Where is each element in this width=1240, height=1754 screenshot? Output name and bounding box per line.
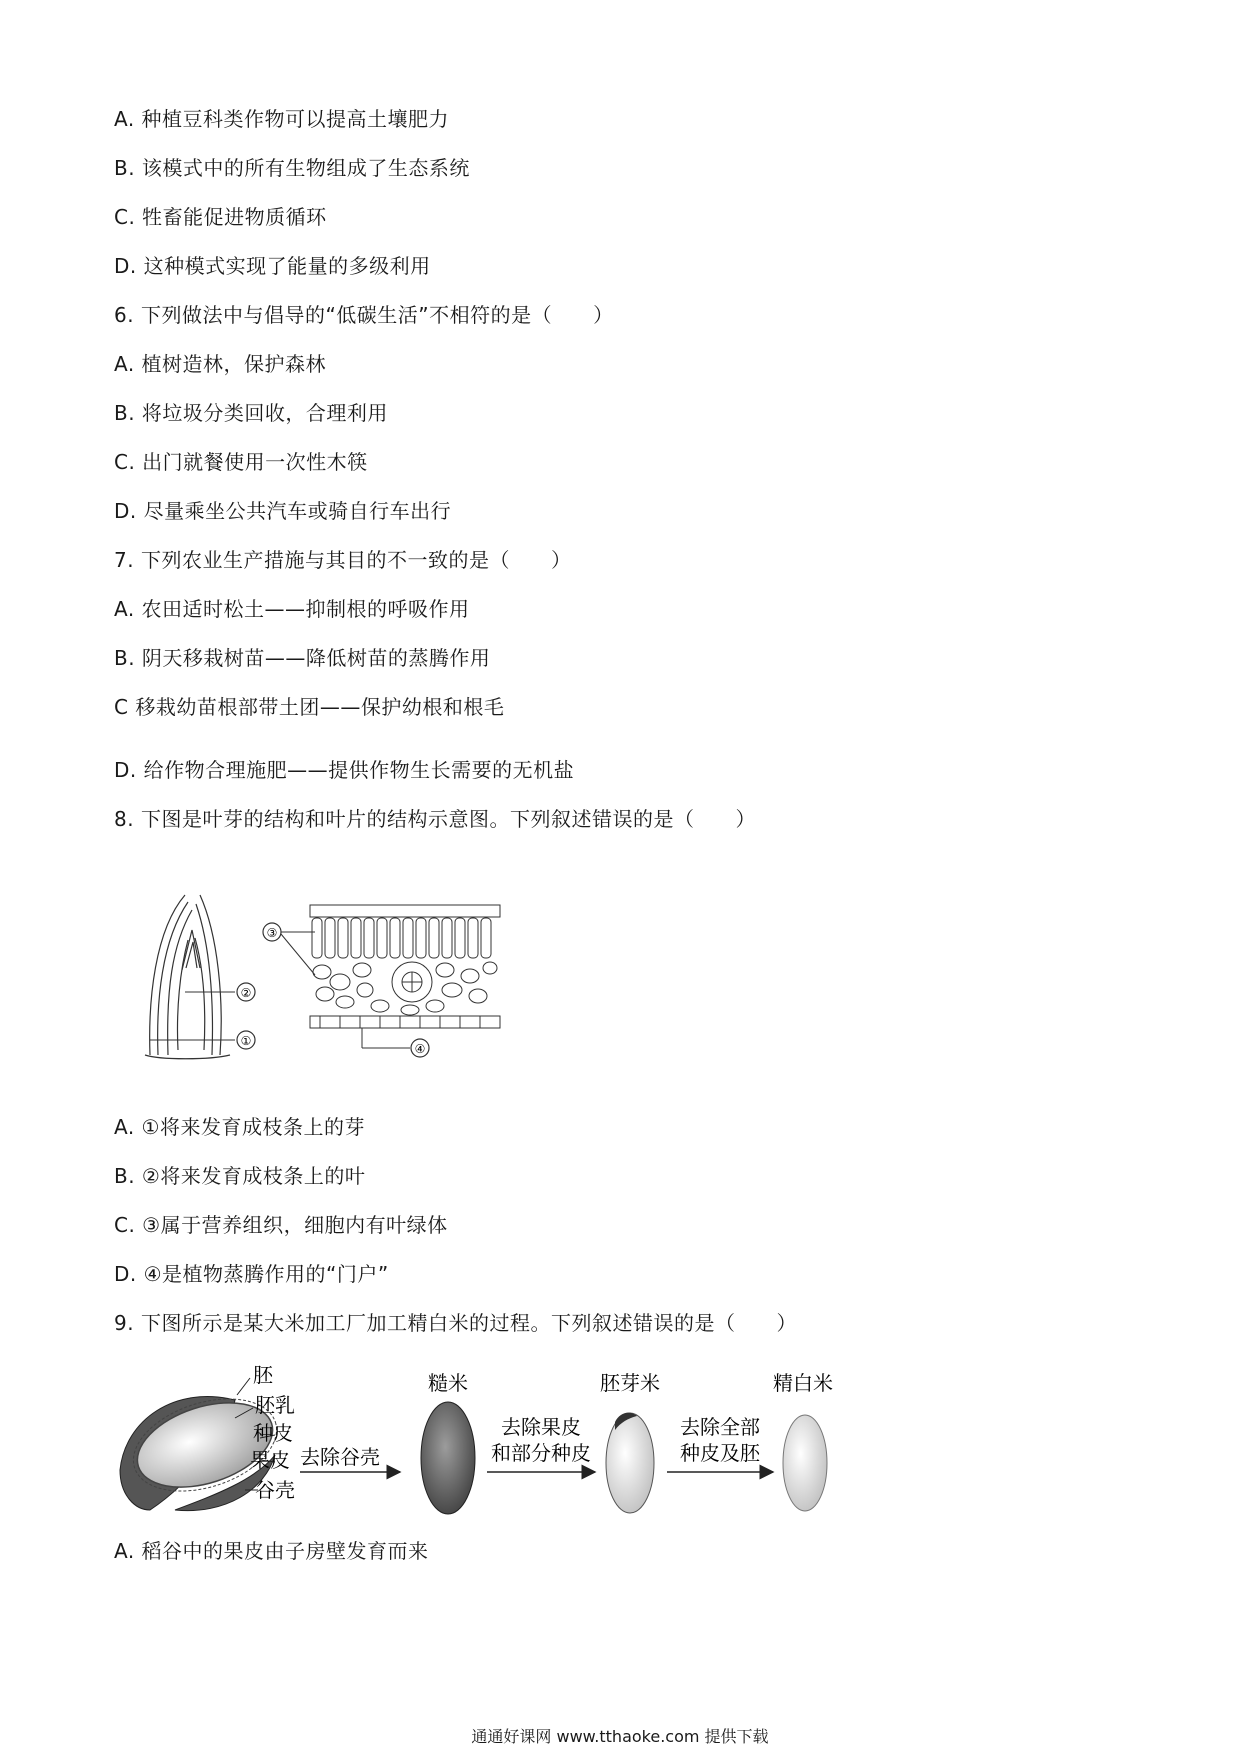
leaf-cross-section-drawing <box>310 905 500 1028</box>
seed-label-seed-coat: 种皮 <box>253 1421 293 1445</box>
q8-stem: 8. 下图是叶芽的结构和叶片的结构示意图。下列叙述错误的是（ ） <box>114 807 756 831</box>
label-1: ① <box>240 1034 252 1048</box>
footer-source: 通通好课网 www.tthaoke.com 提供下载 <box>471 1727 769 1746</box>
stage3-label: 精白米 <box>773 1371 833 1395</box>
stage2-label: 胚芽米 <box>600 1371 660 1395</box>
q6-option-c: C. 出门就餐使用一次性木筷 <box>114 450 368 474</box>
q6-option-d: D. 尽量乘坐公共汽车或骑自行车出行 <box>114 499 452 523</box>
step2-label-line1: 去除果皮 <box>501 1415 581 1439</box>
q5-option-a: A. 种植豆科类作物可以提高土壤肥力 <box>114 107 450 131</box>
seed-label-endosperm: 胚乳 <box>255 1393 295 1417</box>
polished-rice-drawing <box>783 1415 827 1511</box>
q8-option-d: D. ④是植物蒸腾作用的“门户” <box>114 1262 389 1286</box>
step1-label: 去除谷壳 <box>300 1445 380 1469</box>
label-3: ③ <box>266 926 278 940</box>
q8-option-c: C. ③属于营养组织，细胞内有叶绿体 <box>114 1213 448 1237</box>
rice-processing-figure <box>115 1360 945 1530</box>
q9-option-a: A. 稻谷中的果皮由子房壁发育而来 <box>114 1539 429 1563</box>
step3-label-line2: 种皮及胚 <box>680 1441 760 1465</box>
seed-label-embryo: 胚 <box>253 1363 273 1387</box>
step3-label-line1: 去除全部 <box>680 1415 760 1439</box>
q6-stem: 6. 下列做法中与倡导的“低碳生活”不相符的是（ ） <box>114 303 614 327</box>
seed-label-husk: 谷壳 <box>255 1478 295 1502</box>
label-2: ② <box>240 986 252 1000</box>
q7-option-d: D. 给作物合理施肥——提供作物生长需要的无机盐 <box>114 758 575 782</box>
seed-label-pericarp: 果皮 <box>250 1448 290 1472</box>
stage1-label: 糙米 <box>428 1371 468 1395</box>
germ-rice-drawing <box>606 1413 654 1513</box>
q7-option-a: A. 农田适时松土——抑制根的呼吸作用 <box>114 597 470 621</box>
label-4: ④ <box>414 1042 426 1056</box>
q6-option-a: A. 植树造林，保护森林 <box>114 352 327 376</box>
q5-option-c: C. 牲畜能促进物质循环 <box>114 205 327 229</box>
q9-stem: 9. 下图所示是某大米加工厂加工精白米的过程。下列叙述错误的是（ ） <box>114 1311 797 1335</box>
q6-option-b: B. 将垃圾分类回收，合理利用 <box>114 401 388 425</box>
q7-option-b: B. 阴天移栽树苗——降低树苗的蒸腾作用 <box>114 646 491 670</box>
q8-option-b: B. ②将来发育成枝条上的叶 <box>114 1164 366 1188</box>
q7-stem: 7. 下列农业生产措施与其目的不一致的是（ ） <box>114 548 572 572</box>
q8-option-a: A. ①将来发育成枝条上的芽 <box>114 1115 365 1139</box>
q7-option-c: C 移栽幼苗根部带土团——保护幼根和根毛 <box>114 695 505 719</box>
leaf-bud-and-leaf-structure-figure <box>140 890 510 1065</box>
q5-option-d: D. 这种模式实现了能量的多级利用 <box>114 254 431 278</box>
leaf-bud-drawing <box>145 895 230 1059</box>
q5-option-b: B. 该模式中的所有生物组成了生态系统 <box>114 156 470 180</box>
brown-rice-drawing <box>421 1402 475 1514</box>
step2-label-line2: 和部分种皮 <box>491 1441 591 1465</box>
